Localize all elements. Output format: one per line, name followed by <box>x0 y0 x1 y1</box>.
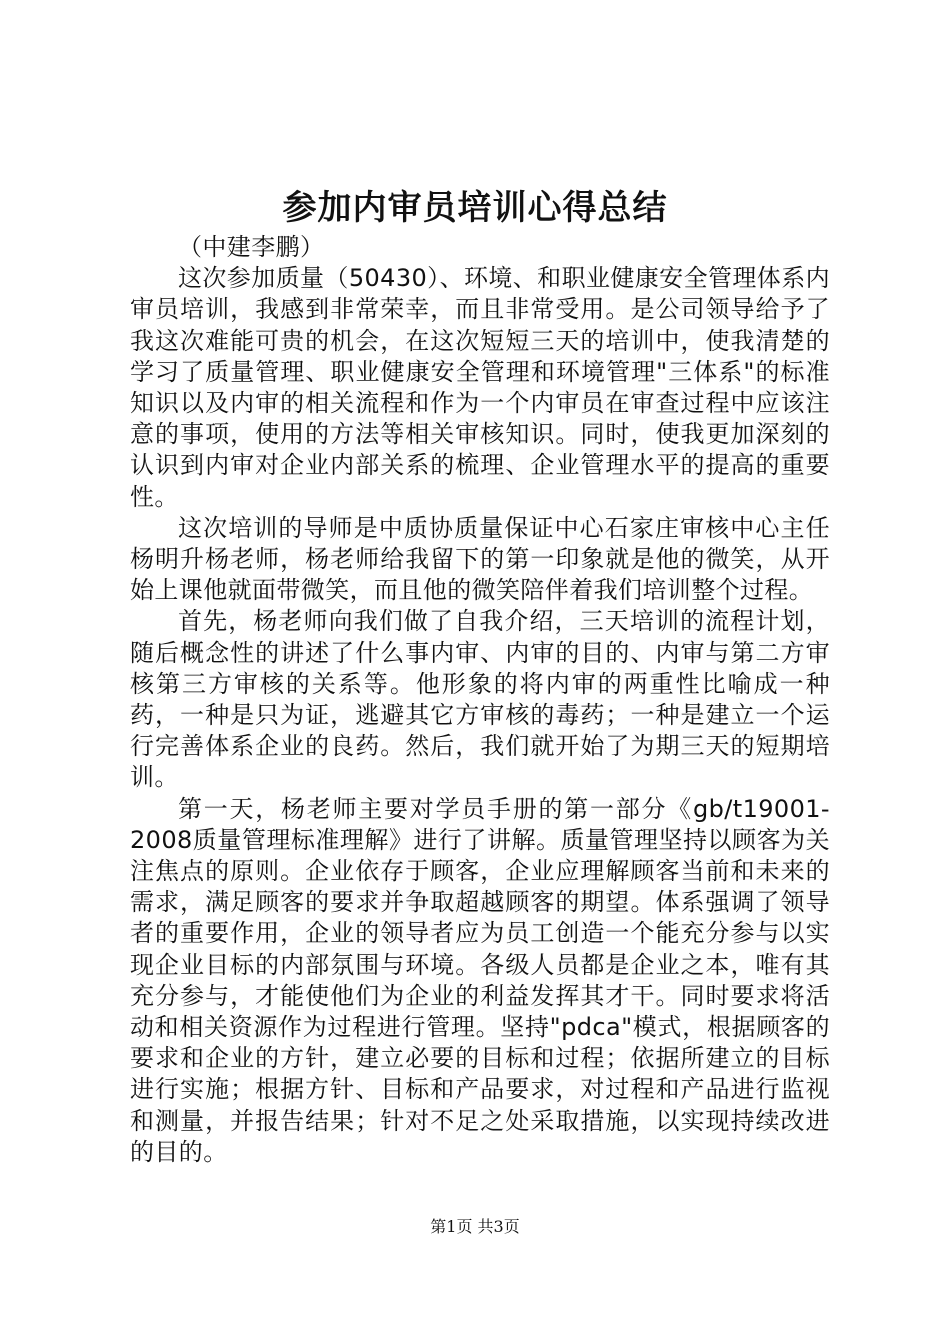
paragraph-4: 第一天，杨老师主要对学员手册的第一部分《gb/t19001-2008质量管理标准理解》进行了讲解。质量管理坚持以顾客为关注焦点的原则。企业依存于顾客，企业应理解顾客当前和未来的需求，满足顾客的要求并争取超越顾客的期望。体系强调了领导者的重要作用，企业的领导者应为员工创造一个能充分参与以实现企业目标的内部氛围与环境。各级人员都是企业之本，唯有其充分参与，才能使他们为企业的利益发挥其才干。同时要求将活动和相关资源作为过程进行管理。坚持"pdca"模式，根据顾客的要求和企业的方针，建立必要的目标和过程；依据所建立的目标进行实施；根据方针、目标和产品要求，对过程和产品进行监视和测量，并报告结果；针对不足之处采取措施，以实现持续改进的目的。 <box>130 794 830 1166</box>
paragraph-2: 这次培训的导师是中质协质量保证中心石家庄审核中心主任杨明升杨老师，杨老师给我留下的第一印象就是他的微笑，从开始上课他就面带微笑，而且他的微笑陪伴着我们培训整个过程。 <box>130 513 830 605</box>
paragraph-3: 首先，杨老师向我们做了自我介绍，三天培训的流程计划，随后概念性的讲述了什么事内审、内审的目的、内审与第二方审核第三方审核的关系等。他形象的将内审的两重性比喻成一种药，一种是只为证，逃避其它方审核的毒药；一种是建立一个运行完善体系企业的良药。然后，我们就开始了为期三天的短期培训。 <box>130 607 830 792</box>
author-line: （中建李鹏） <box>178 233 325 261</box>
document-title: 参加内审员培训心得总结 <box>282 188 668 228</box>
document-body <box>130 232 830 1168</box>
page-footer: 第1页 共3页 <box>430 1217 520 1236</box>
paragraph-1: 这次参加质量（50430）、环境、和职业健康安全管理体系内审员培训，我感到非常荣幸，而且非常受用。是公司领导给予了我这次难能可贵的机会，在这次短短三天的培训中，使我清楚的学习了质量管理、职业健康安全管理和环境管理"三体系"的标准知识以及内审的相关流程和作为一个内审员在审查过程中应该注意的事项，使用的方法等相关审核知识。同时，使我更加深刻的认识到内审对企业内部关系的梳理、企业管理水平的提高的重要性。 <box>130 264 830 511</box>
